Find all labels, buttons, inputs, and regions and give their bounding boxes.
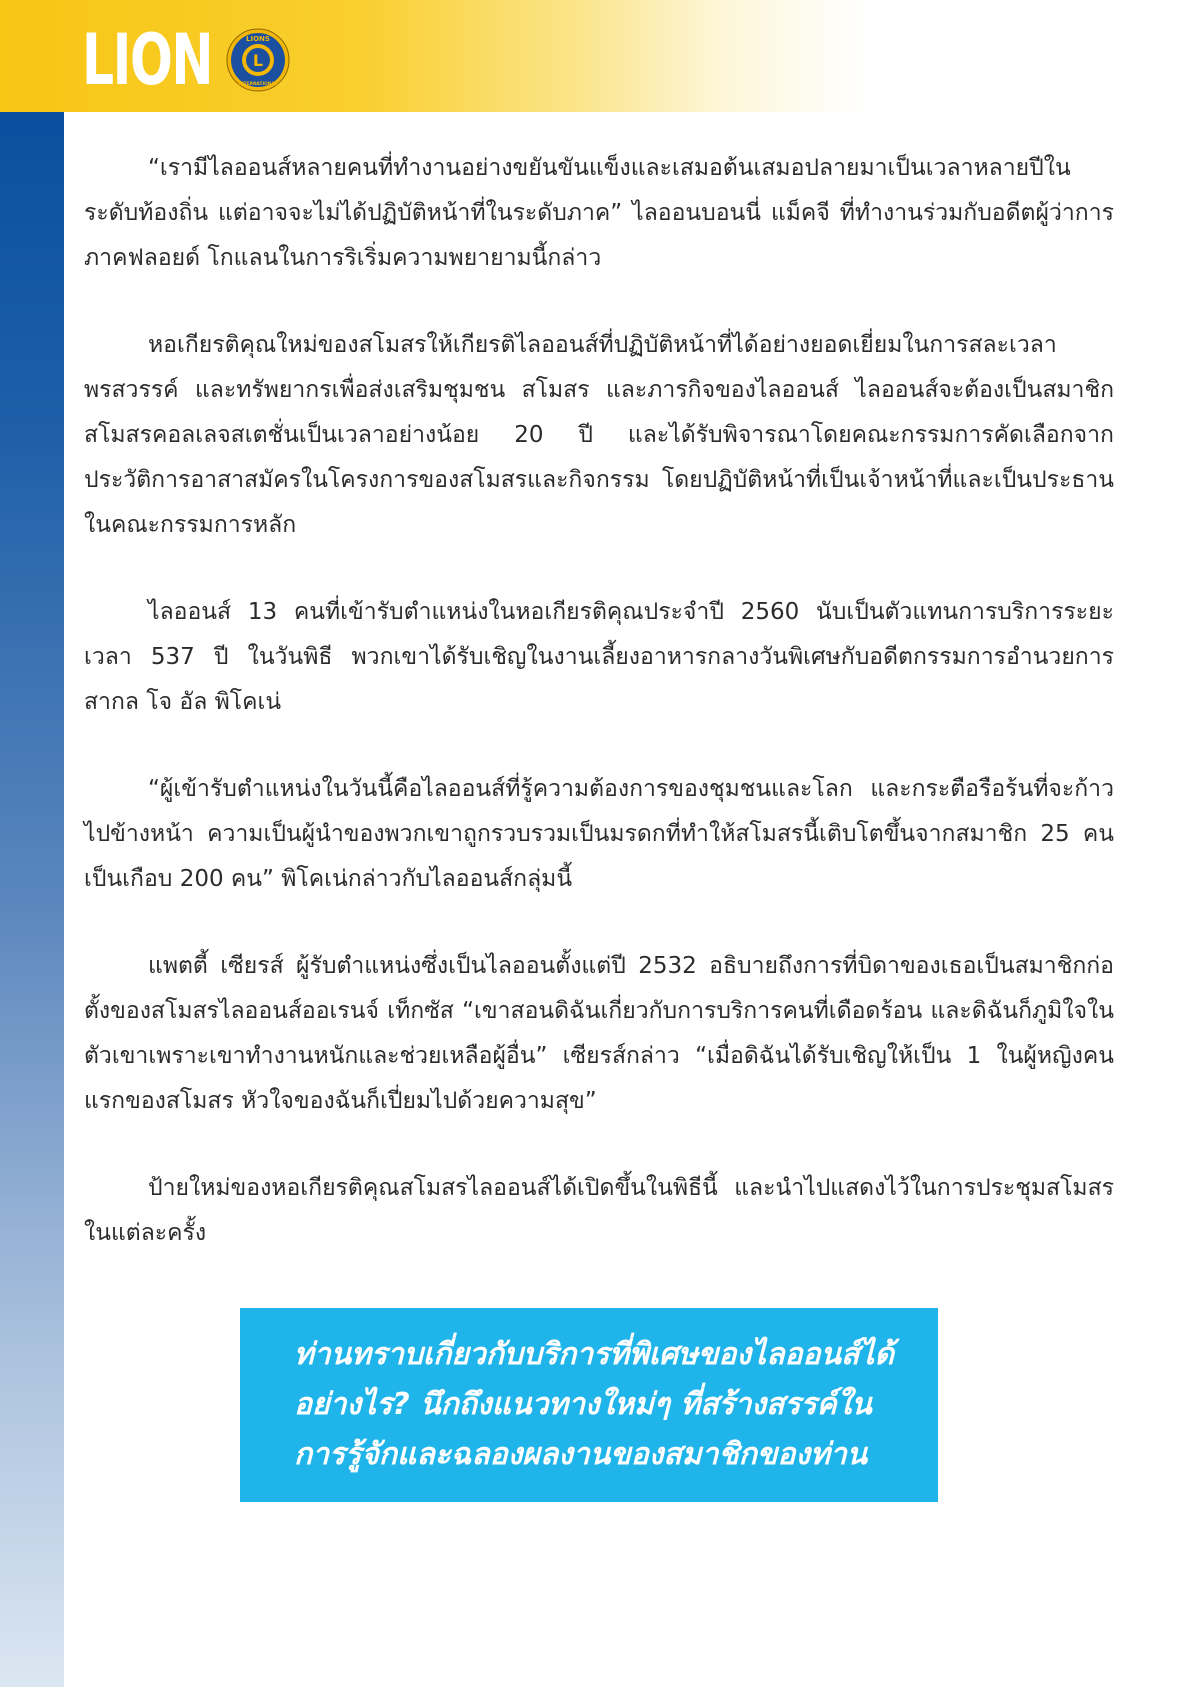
callout-line: ท่านทราบเกี่ยวกับบริการที่พิเศษของไลออนส์ได้ [294,1337,894,1372]
lions-emblem-icon [226,28,290,92]
article-paragraph: แพตตี้ เซียรส์ ผู้รับตำแหน่งซึ่งเป็นไลออนตั้งแต่ปี 2532 อธิบายถึงการที่บิดาของเธอเป็นสมาชิกก่อตั้งของสโมสรไลออนส์ออเรนจ์ เท็กซัส “เขาสอนดิฉันเกี่ยวกับการบริการคนที่เดือดร้อน และดิฉันก็ภูมิใจในตัวเขาเพราะเขาทำงานหนักและช่วยเหลือผู้อื่น” เซียรส์กล่าว “เมื่อดิฉันได้รับเชิญให้เป็น 1 ในผู้หญิงคนแรกของสโมสร หัวใจของฉันก็เปี่ยมไปด้วยความสุข” [84,953,1114,1114]
article-paragraph: “เรามีไลออนส์หลายคนที่ทำงานอย่างขยันขันแข็งและเสมอต้นเสมอปลายมาเป็นเวลาหลายปีในระดับท้องถิ่น แต่อาจจะไม่ได้ปฏิบัติหน้าที่ในระดับภาค” ไลออนบอนนี่ แม็คจี ที่ทำงานร่วมกับอดีตผู้ว่าการภาคฟลอยด์ โกแลนในการริเริ่มความพยายามนี้กล่าว [84,155,1114,271]
brand-wordmark: LION [82,19,213,101]
article-paragraph: ป้ายใหม่ของหอเกียรติคุณสโมสรไลออนส์ได้เปิดขึ้นในพิธีนี้ และนำไปแสดงไว้ในการประชุมสโมสรในแต่ละครั้ง [84,1175,1114,1246]
article-body [84,146,1114,1298]
callout-line: อย่างไร? นึกถึงแนวทางใหม่ๆ ที่สร้างสรรค์ใน [294,1387,872,1422]
article-paragraph: หอเกียรติคุณใหม่ของสโมสรให้เกียรติไลออนส์ที่ปฏิบัติหน้าที่ได้อย่างยอดเยี่ยมในการสละเวลา พรสวรรค์ และทรัพยากรเพื่อส่งเสริมชุมชน สโมสร และภารกิจของไลออนส์ ไลออนส์จะต้องเป็นสมาชิกสโมสรคอลเลจสเตชั่นเป็นเวลาอย่างน้อย 20 ปี และได้รับพิจารณาโดยคณะกรรมการคัดเลือกจากประวัติการอาสาสมัครในโครงการของสโมสรและกิจกรรม โดยปฏิบัติหน้าที่เป็นเจ้าหน้าที่และเป็นประธานในคณะกรรมการหลัก [84,332,1114,538]
article-paragraph: ไลออนส์ 13 คนที่เข้ารับตำแหน่งในหอเกียรติคุณประจำปี 2560 นับเป็นตัวแทนการบริการระยะเวลา 537 ปี ในวันพิธี พวกเขาได้รับเชิญในงานเลี้ยงอาหารกลางวันพิเศษกับอดีตกรรมการอำนวยการสากล โจ อัล พิโคเน่ [84,599,1114,715]
callout-line: การรู้จักและฉลองผลงานของสมาชิกของท่าน [294,1437,868,1472]
emblem-letter: L [252,51,264,70]
article-paragraph: “ผู้เข้ารับตำแหน่งในวันนี้คือไลออนส์ที่รู้ความต้องการของชุมชนและโลก และกระตือรือร้นที่จะก้าวไปข้างหน้า ความเป็นผู้นำของพวกเขาถูกรวบรวมเป็นมรดกที่ทำให้สโมสรนี้เติบโตขึ้นจากสมาชิก 25 คน เป็นเกือบ 200 คน” พิโคเน่กล่าวกับไลออนส์กลุ่มนี้ [84,776,1114,892]
callout-box [240,1308,938,1502]
side-accent-bar [0,112,64,1687]
emblem-top-text: LIONS [246,35,270,43]
emblem-bottom-text: INTERNATIONAL [238,82,278,87]
brand-logo [82,20,290,100]
